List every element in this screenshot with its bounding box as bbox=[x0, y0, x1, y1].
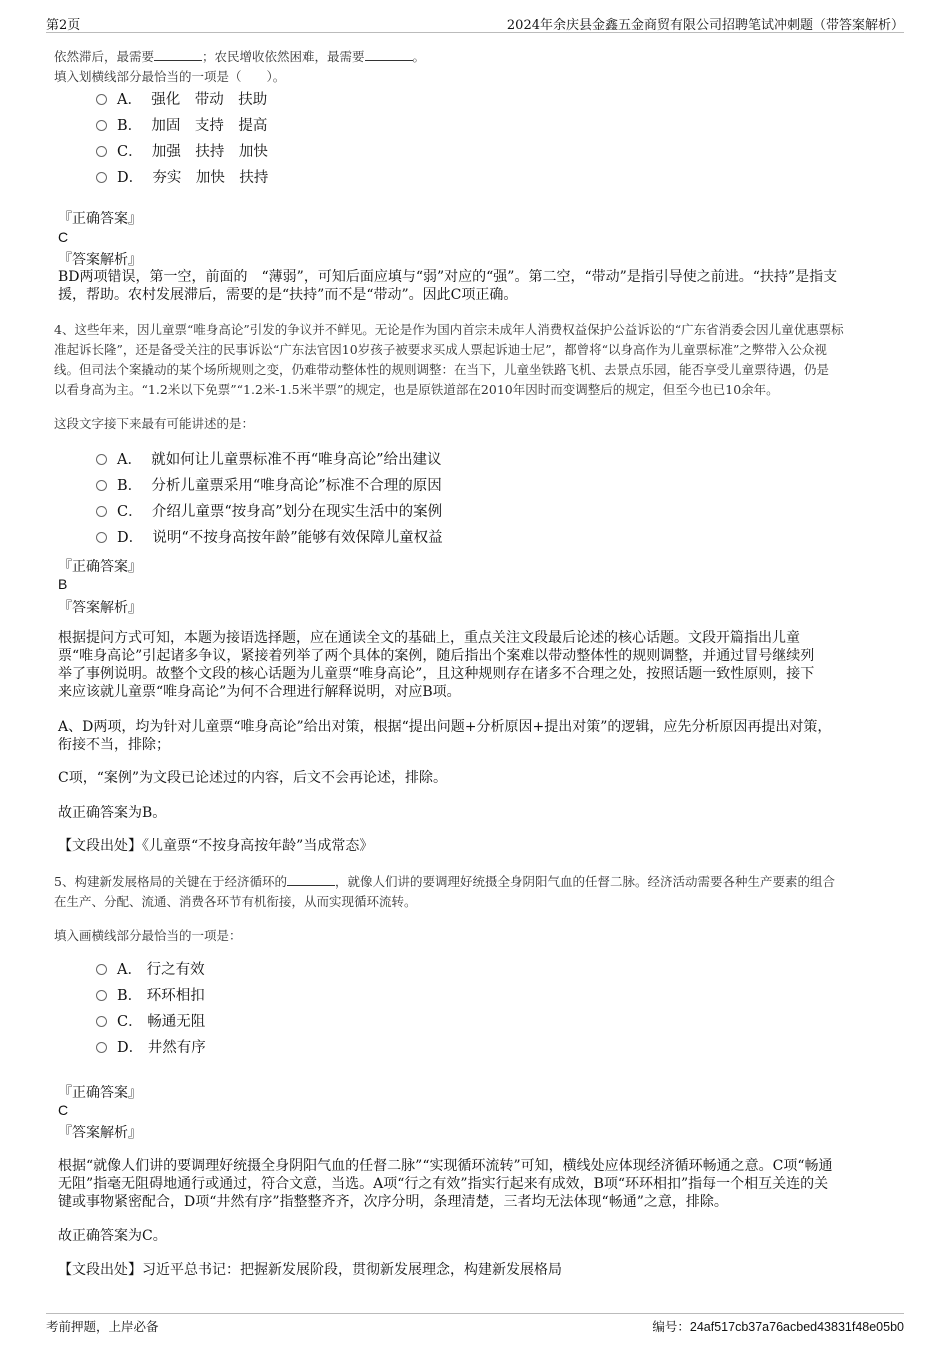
q4-analysis-p4: 故正确答案为B。 bbox=[58, 805, 167, 821]
q5-option-d[interactable]: D． 井然有序 bbox=[96, 1037, 206, 1059]
document-title: 2024年余庆县金鑫五金商贸有限公司招聘笔试冲刺题（带答案解析） bbox=[506, 18, 904, 33]
page-footer bbox=[46, 1313, 904, 1334]
q5-prompt: 填入画横线部分最恰当的一项是： bbox=[54, 928, 242, 943]
radio-icon[interactable] bbox=[96, 532, 107, 543]
page-header bbox=[46, 14, 904, 33]
q3-analysis-label: 『答案解析』 bbox=[58, 252, 142, 268]
q3-option-b[interactable]: B． 加固 支持 提高 bbox=[96, 115, 267, 137]
q4-option-d[interactable]: D． 说明“不按身高按年龄”能够有效保障儿童权益 bbox=[96, 527, 443, 549]
q5-source: 【文段出处】习近平总书记：把握新发展阶段，贯彻新发展理念，构建新发展格局 bbox=[58, 1262, 562, 1278]
q5-option-a[interactable]: A． 行之有效 bbox=[96, 959, 205, 981]
q4-analysis-p3: C项，“案例”为文段已论述过的内容，后文不会再论述，排除。 bbox=[58, 770, 448, 786]
q4-option-c[interactable]: C． 介绍儿童票“按身高”划分在现实生活中的案例 bbox=[96, 501, 442, 523]
q5-analysis-p1: 根据“就像人们讲的要调理好统摄全身阴阳气血的任督二脉”“实现循环流转”可知，横线处应体现经济循环畅通之意。C项“畅通 无阻”指毫无阻碍地通行或通过，符合文意，当选。A项“行之有效”指实行起来有成效，B项“环环相扣”指每一个相互关连的关 键或事物紧密配合，D项“井然有序”指整整齐齐，次序分明，条理清楚，三者均无法体现“畅通”之意，排除。 bbox=[58, 1158, 833, 1210]
page-number: 第2页 bbox=[46, 18, 81, 33]
radio-icon[interactable] bbox=[96, 480, 107, 491]
q5-passage: 5、构建新发展格局的关键在于经济循环的 ，就像人们讲的要调理好统摄全身阴阳气血的任督二脉。经济活动需要各种生产要素的组合 在生产、分配、流通、消费各环节有机衔接，从而实现循环流转。 bbox=[54, 874, 835, 909]
q4-option-a[interactable]: A． 就如何让儿童票标准不再“唯身高论”给出建议 bbox=[96, 449, 442, 471]
q5-answer-label: 『正确答案』 bbox=[58, 1085, 142, 1101]
q5-option-b[interactable]: B． 环环相扣 bbox=[96, 985, 205, 1007]
q3-answer-label: 『正确答案』 bbox=[58, 211, 142, 227]
radio-icon[interactable] bbox=[96, 964, 107, 975]
q5-analysis-label: 『答案解析』 bbox=[58, 1125, 142, 1141]
q4-source: 【文段出处】《儿童票“不按身高按年龄”当成常态》 bbox=[58, 838, 374, 854]
q3-option-c[interactable]: C． 加强 扶持 加快 bbox=[96, 141, 268, 163]
q5-analysis-p2: 故正确答案为C。 bbox=[58, 1228, 167, 1244]
q4-answer: B bbox=[58, 576, 68, 592]
q4-analysis-label: 『答案解析』 bbox=[58, 600, 142, 616]
q4-analysis-p1: 根据提问方式可知，本题为接语选择题，应在通读全文的基础上，重点关注文段最后论述的核心话题。文段开篇指出儿童 票“唯身高论”引起诸多争议，紧接着列举了两个具体的案例，随后指出个案难以带动整体性的规则调整，并通过冒号继续列 举了事例说明。故整个文段的核心话题为儿童票“唯身高论”，且这种规则存在诸多不合理之处，按照话题一致性原则，接下 来应该就儿童票“唯身高论”为何不合理进行解释说明，对应B项。 bbox=[58, 630, 815, 700]
q4-passage: 4、这些年来，因儿童票“唯身高论”引发的争议并不鲜见。无论是作为国内首宗未成年人消费权益保护公益诉讼的“广东省消委会因儿童优惠票标 准起诉长隆”，还是备受关注的民事诉讼“广东法官因10岁孩子被要求买成人票起诉迪士尼”，都曾将“以身高作为儿童票标准”之弊带入公众视 线。但司法个案撬动的某个场所规则之变，仍难带动整体性的规则调整：在当下，儿童坐铁路飞机、去景点乐园，能否享受儿童票待遇，仍是 以看身高为主。“1.2米以下免票”“1.2米-1.5米半票”的规定，也是原铁道部在2010年因时而变调整后的规定，但至今也已10余年。 bbox=[54, 322, 844, 397]
q3-answer: C bbox=[58, 229, 69, 245]
radio-icon[interactable] bbox=[96, 120, 107, 131]
q3-option-d[interactable]: D． 夯实 加快 扶持 bbox=[96, 167, 268, 189]
q3-text: 依然滞后，最需要 ；农民增收依然困难，最需要 。 bbox=[54, 49, 426, 64]
blank-1 bbox=[154, 48, 202, 61]
radio-icon[interactable] bbox=[96, 146, 107, 157]
radio-icon[interactable] bbox=[96, 94, 107, 105]
q3-prompt: 填入划横线部分最恰当的一项是（ ）。 bbox=[54, 69, 286, 84]
radio-icon[interactable] bbox=[96, 454, 107, 465]
q4-prompt: 这段文字接下来最有可能讲述的是： bbox=[54, 416, 255, 431]
radio-icon[interactable] bbox=[96, 990, 107, 1001]
blank-3 bbox=[287, 873, 335, 886]
q3-option-a[interactable]: A． 强化 带动 扶助 bbox=[96, 89, 267, 111]
footer-code: 编号：24af517cb37a76acbed43831f48e05b0 bbox=[652, 1319, 904, 1334]
footer-slogan: 考前押题，上岸必备 bbox=[46, 1319, 159, 1334]
radio-icon[interactable] bbox=[96, 506, 107, 517]
q5-option-c[interactable]: C． 畅通无阻 bbox=[96, 1011, 205, 1033]
radio-icon[interactable] bbox=[96, 1016, 107, 1027]
radio-icon[interactable] bbox=[96, 172, 107, 183]
radio-icon[interactable] bbox=[96, 1042, 107, 1053]
q4-option-b[interactable]: B． 分析儿童票采用“唯身高论”标准不合理的原因 bbox=[96, 475, 442, 497]
q4-analysis-p2: A、D两项，均为针对儿童票“唯身高论”给出对策，根据“提出问题+分析原因+提出对策”的逻辑，应先分析原因再提出对策， 衔接不当，排除； bbox=[58, 719, 832, 753]
q4-answer-label: 『正确答案』 bbox=[58, 559, 142, 575]
blank-2 bbox=[365, 48, 413, 61]
q3-analysis: BD两项错误，第一空，前面的 “薄弱”，可知后面应填与“弱”对应的“强”。第二空，“带动”是指引导使之前进。“扶持”是指支 援，帮助。农村发展滞后，需要的是“扶持”而不是“带动”。因此C项正确。 bbox=[58, 269, 838, 303]
q5-answer: C bbox=[58, 1102, 69, 1118]
